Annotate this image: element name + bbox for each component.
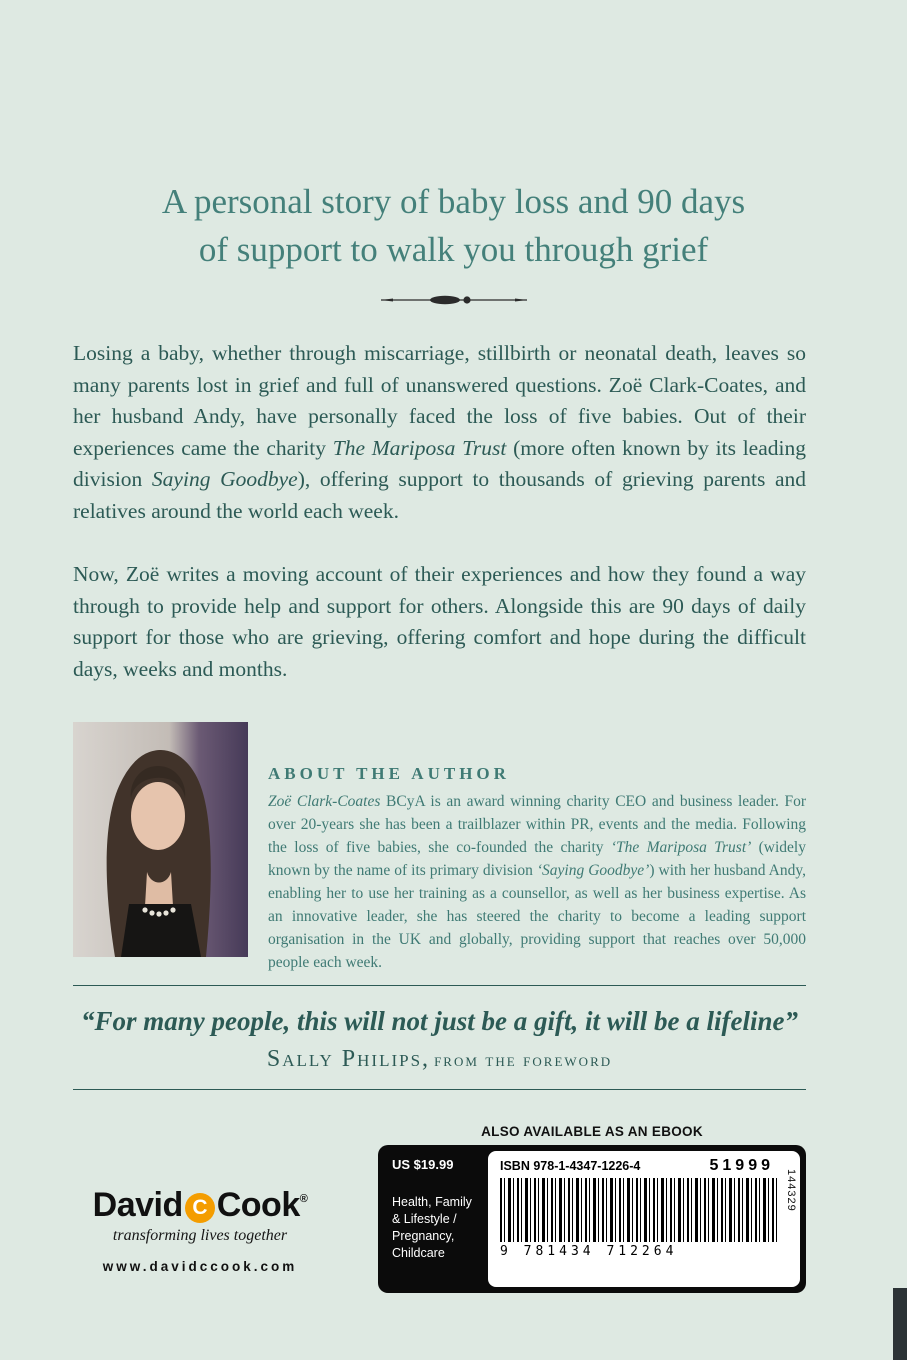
ornament-divider [0,292,907,313]
isbn-label: ISBN 978-1-4347-1226-4 [500,1159,641,1173]
category-line: Health, Family [392,1195,472,1209]
tagline-line-2: of support to walk you through grief [198,230,709,269]
author-bio [268,790,806,974]
bio-text: ) with her husband Andy, enabling her to use her training as a counsellor, as well as her business expertise. As an innovative leader, she has steered the charity to become a leading support organisation in the UK and globally, providing support that reaches over 50,000 people each week. [268,862,806,971]
category-line: & Lifestyle / [392,1212,457,1226]
author-name-italic: Zoë Clark-Coates [268,793,381,810]
publisher-block [80,1186,320,1274]
synopsis-text: Losing a baby, whether through miscarriage, stillbirth or neonatal death, leaves so many parents lost in grief and full of unanswered questions. Zoë Clark-Coates, and her husband Andy, have personally faced the loss of five babies. Out of their experiences came the charity [73,341,806,460]
about-author-heading: ABOUT THE AUTHOR [268,764,510,783]
logo-text-cook: Cook [216,1186,300,1224]
charity-name-italic: The Mariposa Trust [332,435,507,460]
charity-name-italic: ‘The Mariposa Trust’ [610,839,752,856]
logo-c-icon: C [185,1193,215,1223]
logo-text-david: David [92,1186,183,1224]
ebook-availability-note: ALSO AVAILABLE AS AN EBOOK [481,1124,703,1139]
price-label: US $19.99 [392,1157,454,1172]
category-line: Pregnancy, [392,1229,455,1243]
synopsis-text: (more often known by its leading division [73,435,806,491]
endorsement-quote-block [73,985,806,1090]
price-add-on-code: 51999 [709,1157,774,1174]
publisher-url: www.davidccook.com [102,1259,298,1274]
endorser-role: from the foreword [434,1050,613,1070]
bio-text: (widely known by the name of its primary division [268,839,806,879]
barcode-header [500,1157,780,1175]
barcode-panel [488,1151,800,1287]
endorsement-quote: “For many people, this will not just be a gift, it will be a lifeline” [80,1006,799,1036]
registered-mark: ® [299,1193,308,1205]
author-portrait-illustration [73,722,248,957]
division-name-italic: ‘Saying Goodbye’ [536,862,650,879]
bio-text: BCyA is an award winning charity CEO and business leader. For over 20-years she has been a trailblazer within PR, events and the media. Following the loss of five babies, she co-founded the charity [268,793,806,856]
synopsis [73,338,806,717]
barcode-digits: 9 781434 712264 [500,1244,678,1259]
ornament-icon [379,292,529,308]
category-line: Childcare [392,1246,445,1260]
endorsement-attribution [73,1046,806,1073]
publisher-tagline: transforming lives together [112,1227,288,1244]
about-author-section [73,722,806,974]
publisher-logo [80,1186,320,1225]
division-name-italic: Saying Goodbye [151,467,298,491]
spine-corner-mark [893,1288,907,1360]
barcode-block [378,1145,806,1293]
tagline-line-1: A personal story of baby loss and 90 days [161,182,746,221]
about-author-text [268,722,806,974]
price-category-panel [384,1151,488,1287]
synopsis-paragraph-1 [73,338,806,527]
barcode-bars [500,1178,780,1242]
synopsis-text: ), offering support to thousands of grieving parents and relatives around the world each week. [73,467,806,523]
print-run-code: 144329 [785,1169,797,1212]
synopsis-paragraph-2: Now, Zoë writes a moving account of their experiences and how they found a way through to provide help and support for others. Alongside this are 90 days of daily support for those who are grieving, offering comfort and hope during the difficult days, weeks and months. [73,562,806,681]
endorser-name: Sally Philips, [266,1046,431,1072]
author-photo [73,722,248,957]
tagline-heading [0,178,907,274]
